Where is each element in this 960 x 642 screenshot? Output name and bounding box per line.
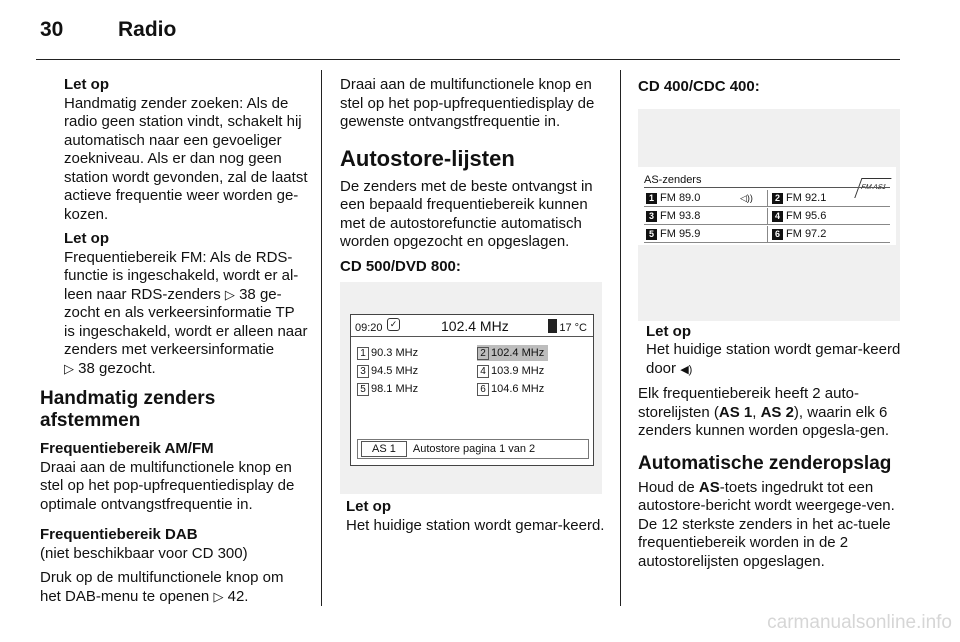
header-rule bbox=[36, 59, 900, 60]
preset-number: 5 bbox=[646, 229, 657, 240]
display-frequency: 102.4 MHz bbox=[441, 318, 509, 334]
intro-text: Draai aan de multifunctionele knop en stel op het pop-upfrequentiedisplay de gewenste ontvangstfrequentie in. bbox=[340, 76, 595, 130]
title-underline bbox=[644, 187, 890, 188]
preset-frequency: 102.4 MHz bbox=[491, 347, 545, 359]
autostore-text: De zenders met de beste ontvangst in een bepaald frequentiebereik kunnen met de autostorefunctie automatisch worden opgezocht en opgeslagen. bbox=[340, 177, 593, 250]
para-b: ), waarin elk 6 zenders kunnen worden opgesla-gen. bbox=[638, 403, 890, 439]
cell-divider bbox=[767, 190, 768, 207]
preset-1 bbox=[357, 345, 418, 361]
note-cd500-text: Het huidige station wordt gemar-keerd. bbox=[346, 516, 605, 534]
preset-number: 2 bbox=[772, 193, 783, 204]
column-divider-2 bbox=[620, 70, 621, 606]
as1-label: AS 1 bbox=[718, 403, 753, 421]
display-status-bar bbox=[351, 315, 593, 337]
preset-frequency: FM 89.0 bbox=[660, 191, 701, 204]
preset-frequency: 94.5 MHz bbox=[371, 365, 419, 377]
model-cd500: CD 500/DVD 800: bbox=[340, 257, 461, 275]
preset-number: 1 bbox=[357, 347, 369, 360]
subheading-dab: Frequentiebereik DAB bbox=[40, 526, 198, 543]
preset-number: 3 bbox=[646, 211, 657, 222]
page-ref-icon: ▷ bbox=[224, 286, 235, 302]
dab-ref: 42. bbox=[227, 587, 249, 605]
preset-2-selected bbox=[477, 345, 548, 361]
column-2 bbox=[340, 76, 606, 541]
note-cd500-title: Let op bbox=[346, 498, 391, 515]
as-preset-6 bbox=[772, 227, 826, 242]
preset-3 bbox=[357, 363, 418, 379]
as-stations-display bbox=[638, 167, 896, 245]
speaker-mark-icon: ◀) bbox=[680, 363, 693, 376]
column-1 bbox=[40, 76, 308, 612]
tp-icon: ✓ bbox=[387, 318, 400, 331]
as-stations-title: AS-zenders bbox=[644, 173, 702, 186]
note-2-text-a: Frequentiebereik FM: Als de RDS-functie is ingeschakeld, wordt er al-leen naar RDS-zenders bbox=[64, 248, 299, 303]
as2-label: AS 2 bbox=[760, 403, 794, 421]
page-ref-icon: ▷ bbox=[64, 360, 74, 376]
as-row-1 bbox=[644, 190, 890, 207]
preset-frequency: 103.9 MHz bbox=[491, 365, 545, 377]
am-fm-text: Draai aan de multifunctionele knop en stel op het pop-upfrequentiedisplay de optimale ontvangstfrequentie in. bbox=[40, 458, 295, 513]
preset-frequency: FM 93.8 bbox=[660, 209, 701, 222]
text-a: Houd de bbox=[638, 478, 699, 496]
note-cd400-text bbox=[646, 341, 904, 379]
note-2-text-b: zocht en als verkeersinformatie TP is ingeschakeld, wordt er alleen naar zenders met verkeersinformatie bbox=[64, 304, 308, 358]
model-cd400: CD 400/CDC 400: bbox=[638, 78, 760, 95]
page-number: 30 bbox=[40, 18, 64, 41]
heading-automatic-storage: Automatische zenderopslag bbox=[638, 452, 892, 474]
display-image-cd500 bbox=[340, 282, 602, 494]
text-b: -toets ingedrukt tot een autostore-bericht wordt weergege-ven. De 12 sterkste zenders in het ac-tuele frequentiebereik worden in de 2 autostorelijsten opgeslagen. bbox=[638, 478, 895, 570]
note-1-block bbox=[40, 76, 308, 378]
para-a: Elk frequentiebereik heeft 2 auto-storelijsten ( bbox=[638, 385, 859, 421]
preset-frequency: 98.1 MHz bbox=[371, 383, 419, 395]
note-2-text bbox=[64, 249, 308, 379]
as-button: AS 1 bbox=[361, 441, 407, 457]
preset-frequency: FM 92.1 bbox=[786, 191, 827, 204]
heading-autostore-lists: Autostore-lijsten bbox=[340, 145, 515, 171]
autostore-lists-text bbox=[638, 385, 904, 441]
note-2-ref-1: 38 ge- bbox=[239, 285, 282, 303]
note-1-text: Handmatig zender zoeken: Als de radio geen station vindt, schakelt hij automatisch naar een gevoeliger zoekniveau. Als er dan nog geen station wordt gevonden, zal de laatst actieve frequentie weer worden ge-kozen. bbox=[64, 94, 308, 223]
preset-frequency: 104.6 MHz bbox=[491, 383, 545, 395]
preset-number: 4 bbox=[772, 211, 783, 222]
as-preset-4 bbox=[772, 209, 826, 224]
note-cd400-title: Let op bbox=[646, 322, 691, 340]
thermometer-icon bbox=[548, 319, 557, 333]
page-ref-icon: ▷ bbox=[213, 588, 224, 604]
page-header bbox=[40, 18, 176, 48]
comma: , bbox=[752, 403, 761, 421]
cell-divider bbox=[767, 208, 768, 225]
column-divider-1 bbox=[321, 70, 322, 606]
display-time: 09:20 bbox=[355, 322, 383, 334]
preset-number: 4 bbox=[477, 365, 489, 378]
preset-5 bbox=[357, 381, 418, 397]
preset-4 bbox=[477, 363, 544, 379]
display-temperature: 17 °C bbox=[559, 322, 587, 334]
as-preset-3 bbox=[646, 209, 700, 224]
display-image-cd400 bbox=[638, 109, 900, 321]
section-title: Radio bbox=[118, 18, 177, 41]
note-cd400 bbox=[638, 323, 904, 380]
preset-number: 1 bbox=[646, 193, 657, 204]
autostore-page-text: Autostore pagina 1 van 2 bbox=[412, 443, 536, 455]
as-preset-2 bbox=[772, 191, 826, 206]
radio-display bbox=[350, 314, 594, 466]
note-1-title: Let op bbox=[64, 76, 109, 93]
dab-text-2-body: Druk op de multifunctionele knop om het DAB-menu te openen bbox=[40, 569, 284, 605]
column-3 bbox=[638, 76, 904, 577]
preset-frequency: FM 95.6 bbox=[786, 209, 827, 222]
note-cd400-body: Het huidige station wordt gemar-keerd door bbox=[646, 341, 901, 377]
speaker-icon: ◁)) bbox=[740, 192, 753, 203]
as-row-2 bbox=[644, 208, 890, 225]
preset-number: 6 bbox=[772, 229, 783, 240]
watermark: carmanualsonline.info bbox=[767, 612, 952, 633]
dab-text-2 bbox=[40, 569, 308, 606]
as-key-label: AS bbox=[698, 478, 720, 496]
preset-6 bbox=[477, 381, 544, 397]
cell-divider bbox=[767, 226, 768, 243]
dab-text-1: (niet beschikbaar voor CD 300) bbox=[40, 544, 248, 562]
as-row-3 bbox=[644, 226, 890, 243]
note-cd500 bbox=[340, 498, 606, 535]
preset-frequency: FM 95.9 bbox=[660, 227, 701, 240]
automatic-storage-text bbox=[638, 479, 904, 572]
preset-number: 2 bbox=[477, 347, 489, 360]
preset-number: 5 bbox=[357, 383, 369, 396]
preset-frequency: FM 97.2 bbox=[786, 227, 827, 240]
as-preset-5 bbox=[646, 227, 700, 242]
as-preset-1 bbox=[646, 191, 700, 206]
preset-number: 3 bbox=[357, 365, 369, 378]
autostore-bar bbox=[357, 439, 589, 459]
note-2-title: Let op bbox=[64, 230, 109, 247]
preset-frequency: 90.3 MHz bbox=[371, 347, 419, 359]
subheading-am-fm: Frequentiebereik AM/FM bbox=[40, 440, 214, 457]
heading-manual-tuning: Handmatig zenders afstemmen bbox=[40, 388, 216, 431]
note-2-ref-2: 38 gezocht. bbox=[78, 359, 156, 377]
preset-number: 6 bbox=[477, 383, 489, 396]
